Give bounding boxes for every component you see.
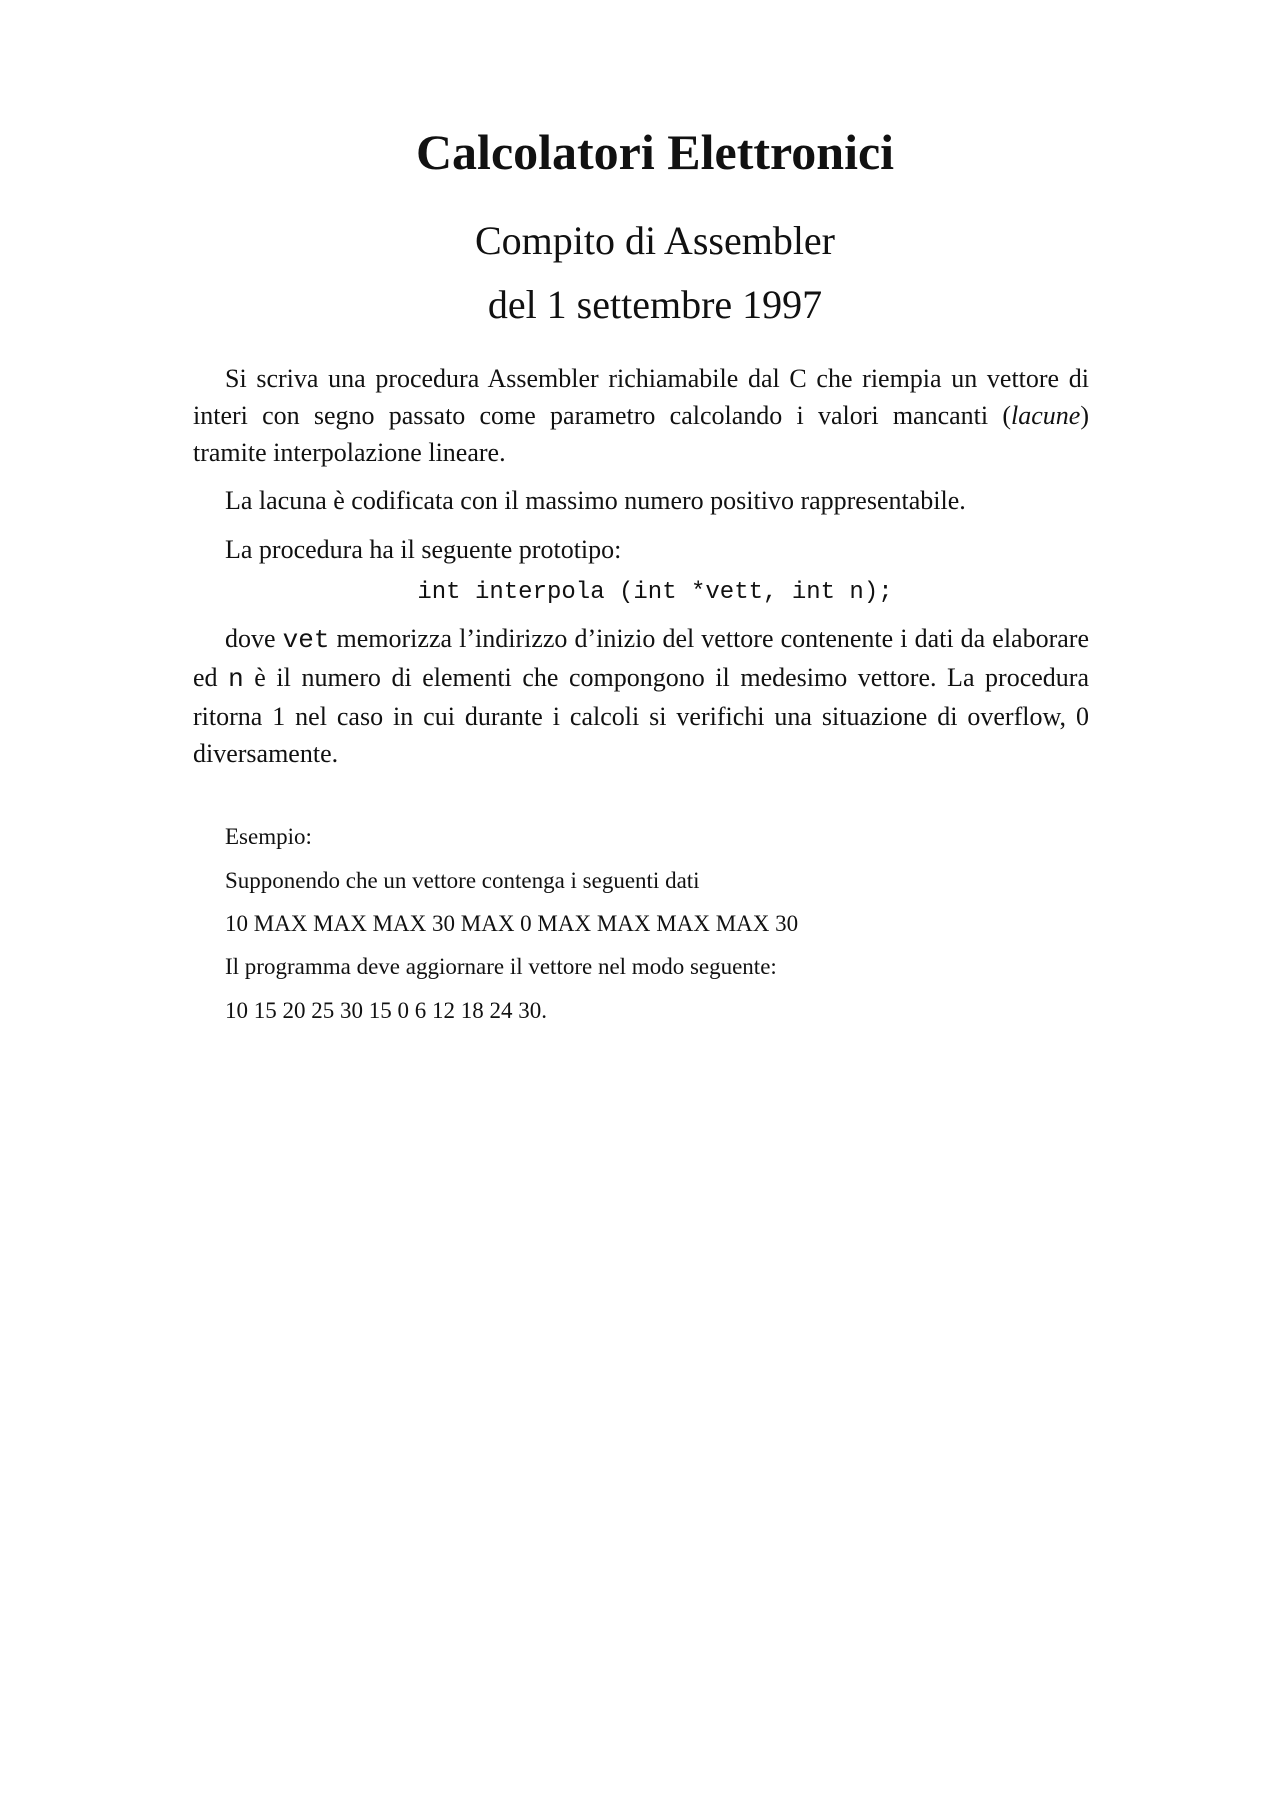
paragraph-parameters (193, 620, 1089, 772)
paragraph-task-text-2: ) tramite interpolazione lineare. (193, 401, 1089, 467)
example-input-data: 10 MAX MAX MAX 30 MAX 0 MAX MAX MAX MAX 30 (225, 911, 799, 936)
paragraph-lacuna (193, 482, 1089, 519)
example-output-intro: Il programma deve aggiornare il vettore nel modo seguente: (225, 954, 777, 979)
example-intro: Supponendo che un vettore contenga i seguenti dati (225, 868, 700, 893)
example-heading: Esempio: (225, 824, 312, 849)
code-n: n (228, 664, 244, 694)
example-output-data: 10 15 20 25 30 15 0 6 12 18 24 30. (225, 998, 547, 1023)
paragraph-parameters-text-1: dove (225, 624, 283, 653)
document-title: Calcolatori Elettronici (415, 124, 895, 180)
prototype-code: int interpola (int *vett, int n); (417, 579, 893, 606)
paragraph-prototype-intro (193, 531, 1089, 568)
document-subtitle: Compito di Assembler (475, 218, 835, 263)
paragraph-prototype-intro-text: La procedura ha il seguente prototipo: (225, 535, 622, 564)
paragraph-task-emphasis: lacune (1011, 401, 1081, 430)
document-date: del 1 settembre 1997 (487, 282, 823, 327)
paragraph-task-text-1: Si scriva una procedura Assembler richiamabile dal C che riempia un vettore di interi con segno passato come parametro calcolando i valori mancanti ( (193, 364, 1089, 430)
paragraph-task (193, 360, 1089, 471)
paragraph-parameters-text-2: memorizza l’indirizzo d’inizio del vettore contenente i dati da elaborare ed (193, 624, 1089, 692)
code-vet: vet (282, 625, 330, 655)
paragraph-lacuna-text: La lacuna è codificata con il massimo numero positivo rappresentabile. (225, 486, 966, 515)
paragraph-parameters-text-3: è il numero di elementi che compongono il medesimo vettore. La procedura ritorna 1 nel caso in cui durante i calcoli si verifichi una situazione di overflow, 0 diversamente. (193, 663, 1089, 768)
